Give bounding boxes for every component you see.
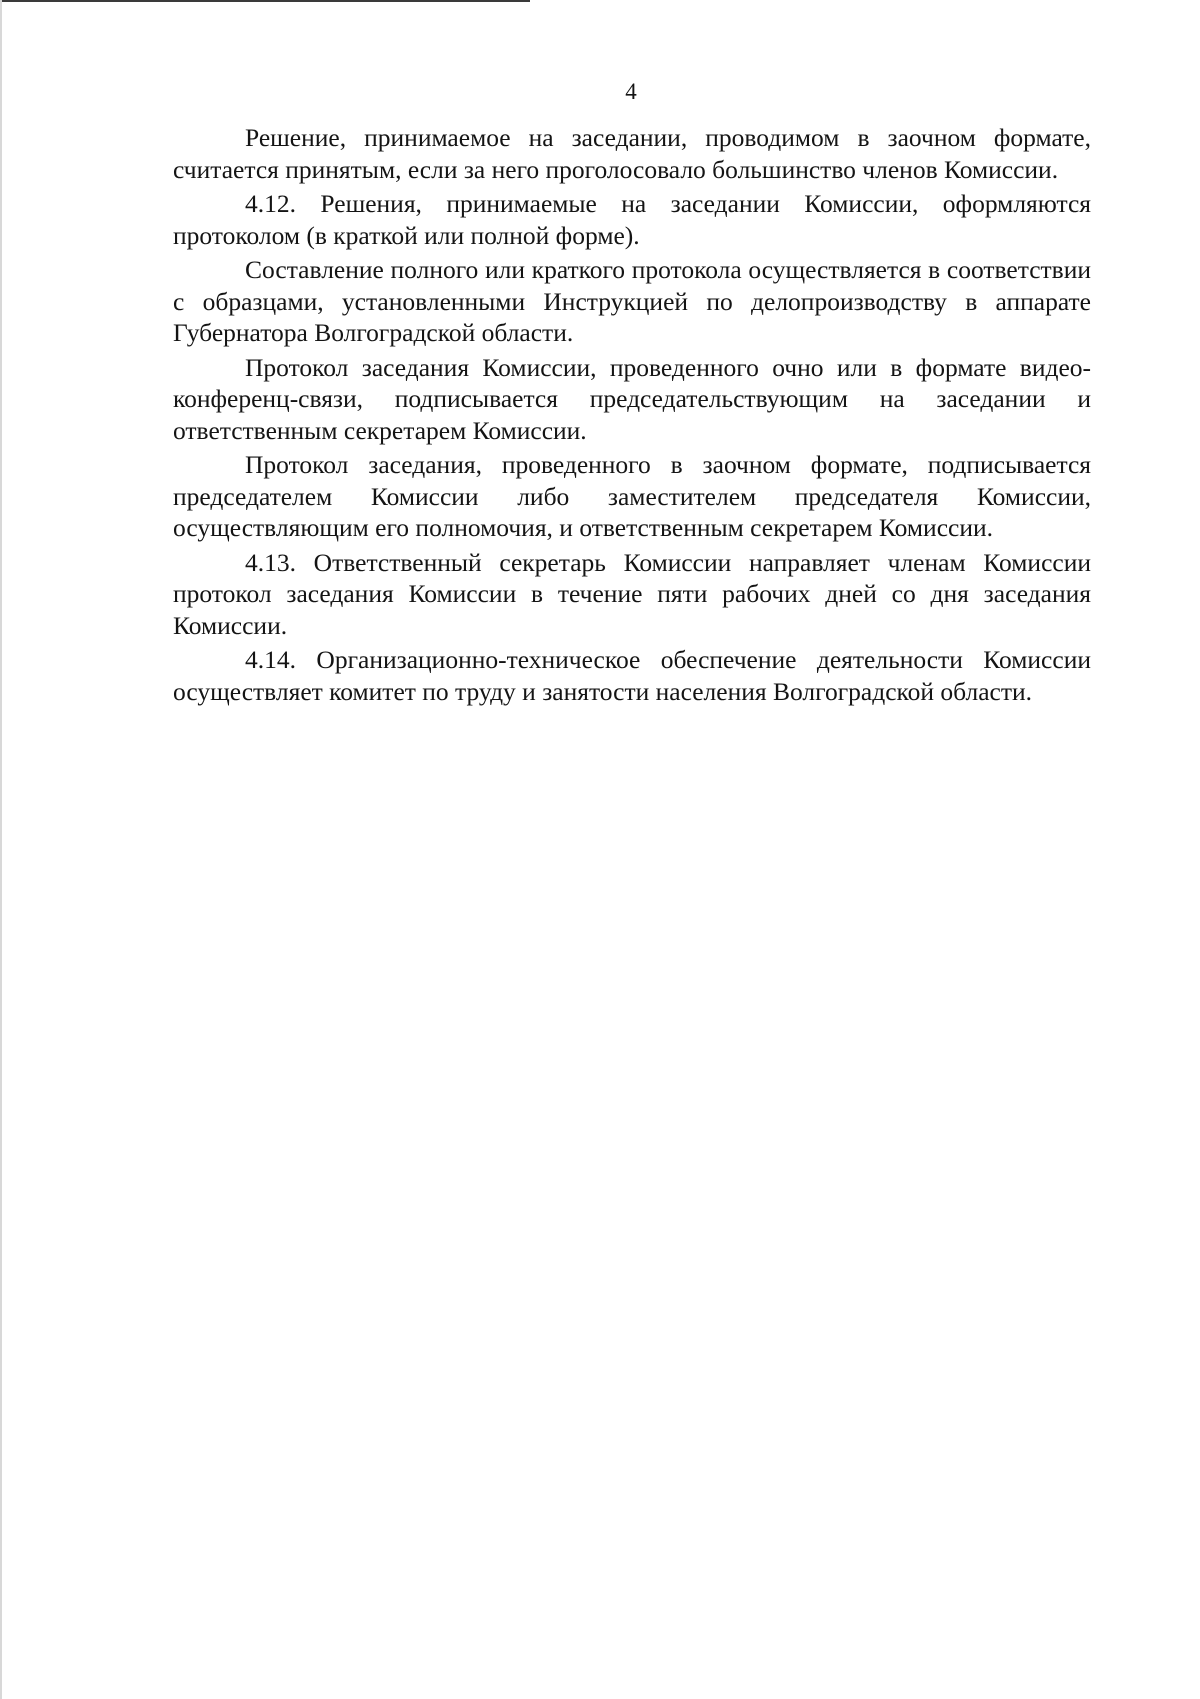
paragraph-decision-absentee: Решение, принимаемое на заседании, проводимом в заочном формате, считается принятым, если за него проголосовало большинство членов Комиссии. xyxy=(173,123,1091,184)
paragraph-4-14: 4.14. Организационно-техническое обеспечение деятельности Комиссии осуществляет комитет по труду и занятости населения Волгоградской области. xyxy=(173,645,1091,706)
paragraph-protocol-signing-absentee: Протокол заседания, проведенного в заочном формате, подписывается председателем Комиссии либо заместителем председателя Комиссии, осуществляющим его полномочия, и ответственным секретарем Комиссии. xyxy=(173,450,1091,542)
paragraph-4-13: 4.13. Ответственный секретарь Комиссии направляет членам Комиссии протокол заседания Комиссии в течение пяти рабочих дней со дня заседания Комиссии. xyxy=(173,547,1091,640)
scan-edge-left xyxy=(0,0,2,1699)
page-number: 4 xyxy=(625,79,637,104)
paragraph-4-12: 4.12. Решения, принимаемые на заседании Комиссии, оформляются протоколом (в краткой или полной форме). xyxy=(173,189,1091,250)
scan-edge-top xyxy=(0,0,530,2)
paragraph-protocol-compilation: Составление полного или краткого протокола осуществляется в соответствии с образцами, установленными Инструкцией по делопроизводству в аппарате Губернатора Волгоградской области. xyxy=(173,255,1091,347)
document-body xyxy=(173,122,1091,710)
paragraph-protocol-signing-in-person: Протокол заседания Комиссии, проведенного очно или в формате видео-конференц-связи, подписывается председательствующим на заседании и ответственным секретарем Комиссии. xyxy=(173,352,1091,445)
